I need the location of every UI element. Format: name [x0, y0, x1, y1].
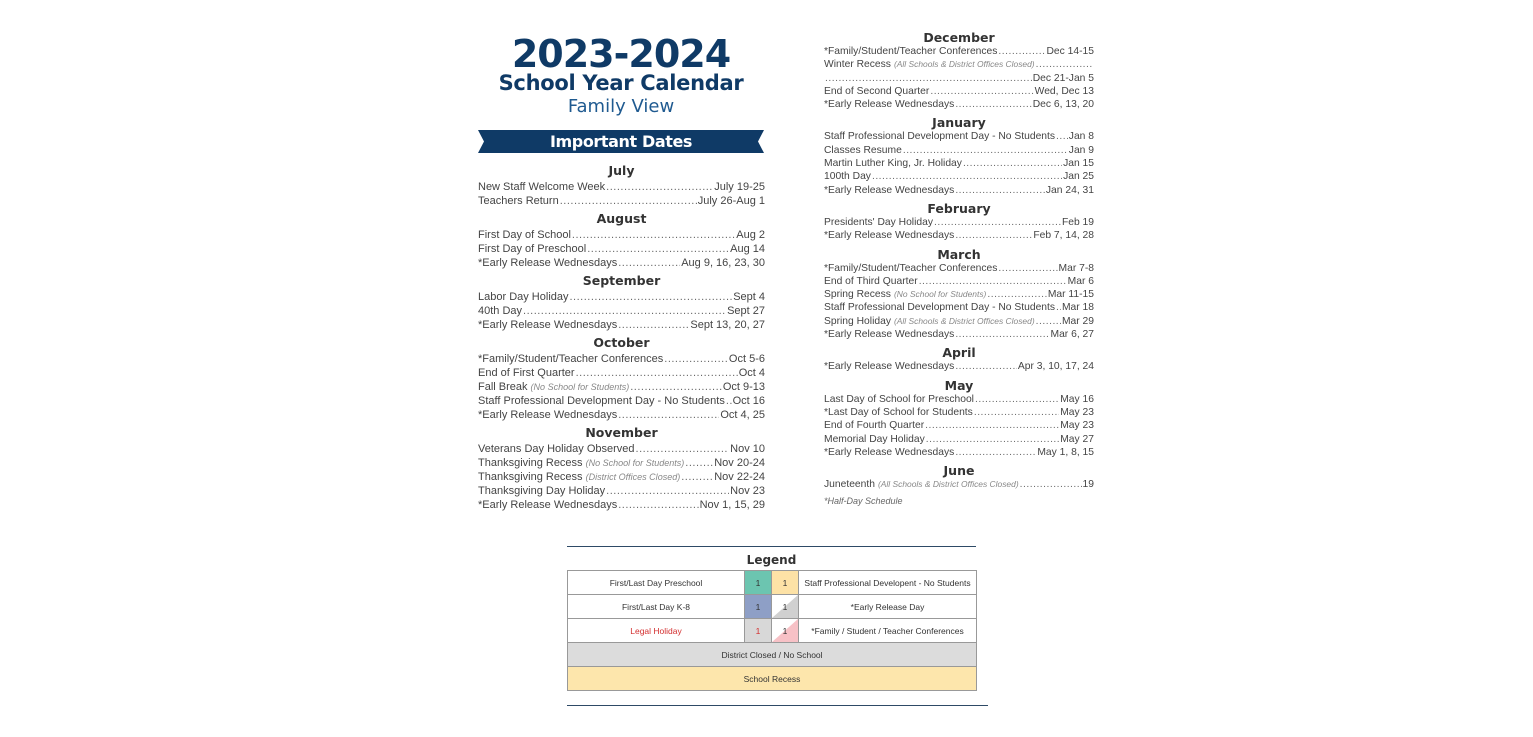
date-entry	[824, 360, 1094, 373]
legend-label-holiday: Legal Holiday	[568, 619, 745, 643]
entry-date: May 16	[1060, 393, 1094, 405]
dot-leader	[925, 419, 1059, 432]
entry-label: Labor Day Holiday	[478, 291, 569, 303]
date-entry	[478, 256, 765, 270]
dot-leader	[560, 194, 697, 208]
dot-leader	[955, 184, 1045, 197]
entry-note: (All Schools & District Offices Closed)	[893, 59, 1035, 70]
entry-label: End of First Quarter	[478, 367, 575, 379]
legend-row	[568, 643, 977, 667]
entry-date: Nov 1, 15, 29	[699, 499, 765, 511]
dot-leader	[955, 360, 1017, 373]
legend-label-preschool: First/Last Day Preschool	[568, 571, 745, 595]
date-entry	[824, 184, 1094, 197]
dot-leader	[955, 446, 1036, 459]
entry-label: Memorial Day Holiday	[824, 433, 925, 445]
date-entry	[478, 380, 765, 394]
month-heading: February	[927, 200, 991, 216]
entry-label: Thanksgiving Recess	[478, 457, 583, 469]
entry-label: Last Day of School for Preschool	[824, 393, 974, 405]
entry-label: Staff Professional Development Day - No Students	[478, 395, 725, 407]
month-heading: May	[944, 377, 974, 393]
month-heading: August	[596, 211, 647, 226]
month-heading: April	[942, 345, 976, 361]
entry-label: Staff Professional Development Day - No Students	[824, 131, 1056, 143]
legend-row	[568, 619, 977, 643]
entry-date: Mar 11-15	[1047, 289, 1094, 301]
entry-label: End of Second Quarter	[824, 85, 930, 97]
date-entry	[478, 366, 765, 380]
entry-label: Spring Recess	[824, 289, 891, 301]
entry-date: Nov 23	[730, 485, 765, 497]
entry-label: Thanksgiving Recess	[478, 471, 583, 483]
date-entry	[824, 315, 1094, 328]
dot-leader	[570, 290, 733, 304]
dot-leader	[987, 288, 1046, 301]
entry-date: Dec 6, 13, 20	[1032, 99, 1094, 111]
dot-leader	[934, 216, 1061, 229]
entry-date: Dec 14-15	[1046, 46, 1094, 57]
entry-note: (No School for Students)	[893, 289, 987, 300]
date-entry	[824, 85, 1094, 98]
dot-leader	[1036, 315, 1061, 328]
date-entry	[824, 393, 1094, 406]
entry-label: *Early Release Wednesdays	[824, 99, 955, 111]
dot-leader	[606, 484, 729, 498]
dot-leader	[1056, 130, 1068, 143]
calendar-subtitle: School Year Calendar	[498, 71, 744, 95]
entry-date: Nov 10	[730, 443, 765, 455]
entry-label: End of Third Quarter	[824, 275, 918, 287]
entry-date: Dec 21-Jan 5	[1032, 72, 1094, 84]
month-heading: June	[943, 463, 975, 479]
half-day-footnote: *Half-Day Schedule	[824, 496, 903, 507]
date-entry	[478, 456, 765, 470]
entry-label: *Early Release Wednesdays	[824, 329, 955, 341]
important-dates-right-column	[824, 26, 1094, 506]
entry-label: 40th Day	[478, 305, 523, 317]
date-entry	[824, 58, 1094, 71]
entry-label: 100th Day	[824, 171, 871, 183]
dot-leader	[664, 352, 728, 366]
entry-label: Spring Holiday	[824, 315, 891, 327]
date-entry	[824, 170, 1094, 183]
conferences-swatch: 1	[772, 619, 799, 643]
entry-label: New Staff Welcome Week	[478, 181, 606, 193]
date-entry	[824, 130, 1094, 143]
entry-label: Teachers Return	[478, 195, 559, 207]
entry-date: May 23	[1060, 406, 1094, 418]
entry-label: *Early Release Wednesdays	[824, 446, 955, 458]
entry-date: Jan 24, 31	[1045, 184, 1094, 196]
entry-note: (No School for Students)	[585, 458, 685, 468]
month-heading: January	[932, 115, 986, 131]
entry-label: Veterans Day Holiday Observed	[478, 443, 635, 455]
entry-date: 19	[1082, 479, 1094, 491]
entry-label: *Family/Student/Teacher Conferences	[824, 262, 998, 274]
legend-label-conferences: *Family / Student / Teacher Conferences	[799, 619, 977, 643]
entry-date: Aug 9, 16, 23, 30	[681, 257, 765, 269]
legend-top-divider	[567, 546, 976, 547]
entry-label: *Early Release Wednesdays	[824, 184, 955, 196]
legend-label-staff-pd: Staff Professional Developent - No Students	[799, 571, 977, 595]
dot-leader	[955, 328, 1049, 341]
entry-date: Sept 13, 20, 27	[690, 319, 765, 331]
dot-leader	[576, 366, 738, 380]
dot-leader	[636, 442, 730, 456]
k8-swatch: 1	[745, 595, 772, 619]
date-entry	[478, 442, 765, 456]
entry-note: (No School for Students)	[530, 382, 630, 392]
month-heading: October	[593, 335, 650, 350]
dot-leader	[930, 85, 1033, 98]
entry-label: Staff Professional Development Day - No Students	[824, 302, 1056, 314]
date-entry	[478, 318, 765, 332]
dot-leader	[618, 318, 689, 332]
entry-note: (All Schools & District Offices Closed)	[877, 479, 1019, 490]
legend-bottom-divider	[567, 705, 988, 706]
dot-leader	[587, 242, 729, 256]
entry-date: Nov 20-24	[714, 457, 765, 469]
entry-date: Nov 22-24	[714, 471, 765, 483]
entry-note: (District Offices Closed)	[585, 472, 681, 482]
dot-leader	[955, 229, 1032, 242]
date-entry	[478, 304, 765, 318]
dot-leader	[606, 180, 713, 194]
legend-district-closed: District Closed / No School	[568, 643, 977, 667]
entry-note: (All Schools & District Offices Closed)	[893, 315, 1035, 326]
date-entry	[478, 180, 765, 194]
entry-label: Fall Break	[478, 381, 528, 393]
date-entry	[824, 216, 1094, 229]
date-entry	[478, 242, 765, 256]
early-release-swatch: 1	[772, 595, 799, 619]
dot-leader	[618, 408, 719, 422]
dot-leader	[523, 304, 726, 318]
legend-row	[568, 667, 977, 691]
date-entry	[478, 228, 765, 242]
entry-label: First Day of School	[478, 229, 571, 241]
entry-label: End of Fourth Quarter	[824, 420, 925, 432]
date-entry	[824, 275, 1094, 288]
entry-date: Jan 25	[1063, 171, 1094, 183]
dot-leader	[618, 256, 680, 270]
date-entry	[478, 470, 765, 484]
entry-date: Jan 15	[1063, 158, 1094, 170]
legend-label-early-release: *Early Release Day	[799, 595, 977, 619]
entry-label: *Early Release Wednesdays	[478, 257, 618, 269]
date-entry	[824, 419, 1094, 432]
entry-date: Oct 4, 25	[720, 409, 765, 421]
dot-leader	[919, 275, 1067, 288]
entry-date: Sept 4	[733, 291, 765, 303]
month-heading: December	[923, 30, 995, 45]
dot-leader	[630, 380, 722, 394]
dot-leader	[1036, 58, 1093, 71]
entry-label: *Family/Student/Teacher Conferences	[478, 353, 664, 365]
entry-date: Aug 14	[730, 243, 765, 255]
dot-leader	[998, 45, 1045, 58]
entry-date: Feb 19	[1061, 216, 1094, 228]
date-entry	[824, 288, 1094, 301]
entry-date: Jan 9	[1068, 144, 1094, 156]
month-heading: March	[937, 246, 981, 262]
entry-label: First Day of Preschool	[478, 243, 587, 255]
dot-leader	[903, 144, 1068, 157]
entry-label: *Last Day of School for Students	[824, 406, 973, 418]
dot-leader	[963, 157, 1062, 170]
legend-label-k8: First/Last Day K-8	[568, 595, 745, 619]
entry-label: *Early Release Wednesdays	[478, 409, 618, 421]
entry-date: Aug 2	[736, 229, 765, 241]
date-entry	[824, 433, 1094, 446]
entry-label: *Early Release Wednesdays	[824, 361, 955, 373]
dot-leader	[974, 406, 1059, 419]
important-dates-left-column	[478, 160, 765, 512]
important-dates-banner	[478, 130, 764, 153]
entry-label: Classes Resume	[824, 144, 902, 156]
month-heading: November	[585, 425, 658, 440]
legend-row	[568, 571, 977, 595]
dot-leader	[572, 228, 735, 242]
entry-date: Jan 8	[1068, 131, 1094, 143]
entry-date: Feb 7, 14, 28	[1033, 230, 1094, 242]
entry-date: July 19-25	[714, 181, 765, 193]
entry-date: Oct 16	[732, 395, 765, 407]
date-entry	[824, 45, 1094, 58]
date-entry	[478, 498, 765, 512]
calendar-view-label: Family View	[567, 96, 675, 117]
entry-date: Oct 5-6	[728, 353, 765, 365]
entry-date: Apr 3, 10, 17, 24	[1017, 361, 1094, 373]
dot-leader	[998, 262, 1057, 275]
date-entry	[824, 328, 1094, 341]
entry-label: *Early Release Wednesdays	[824, 230, 955, 242]
dot-leader	[685, 456, 713, 470]
legend-title: Legend	[746, 553, 797, 567]
entry-date: May 23	[1060, 420, 1094, 432]
entry-date: Oct 4	[738, 367, 765, 379]
dot-leader	[872, 170, 1062, 183]
dot-leader	[955, 98, 1031, 111]
dot-leader	[681, 470, 713, 484]
dot-leader	[825, 72, 1032, 85]
date-entry	[478, 484, 765, 498]
entry-date: Mar 18	[1061, 302, 1094, 314]
legend-school-recess: School Recess	[568, 667, 977, 691]
date-entry	[824, 144, 1094, 157]
date-entry	[824, 301, 1094, 314]
entry-date: May 1, 8, 15	[1037, 446, 1094, 458]
date-entry	[478, 352, 765, 366]
calendar-year-title: 2023-2024	[511, 32, 731, 76]
preschool-swatch: 1	[745, 571, 772, 595]
date-entry	[824, 406, 1094, 419]
banner-label: Important Dates	[549, 132, 693, 151]
entry-label: Martin Luther King, Jr. Holiday	[824, 158, 962, 170]
entry-label: Winter Recess	[824, 59, 891, 71]
legend-table	[567, 570, 976, 691]
dot-leader	[1020, 478, 1082, 491]
date-entry	[478, 290, 765, 304]
date-entry	[824, 478, 1094, 491]
date-entry	[824, 72, 1094, 85]
entry-label: *Early Release Wednesdays	[478, 499, 618, 511]
dot-leader	[975, 393, 1059, 406]
entry-date: Mar 6	[1067, 275, 1094, 287]
entry-date: Mar 6, 27	[1050, 329, 1094, 341]
entry-date: Sept 27	[727, 305, 765, 317]
date-entry	[824, 446, 1094, 459]
month-heading: July	[608, 163, 635, 178]
entry-date: July 26-Aug 1	[697, 195, 765, 207]
entry-label: *Family/Student/Teacher Conferences	[824, 46, 998, 57]
entry-label: Juneteenth	[824, 479, 875, 491]
month-heading: September	[582, 273, 661, 288]
entry-label: Presidents' Day Holiday	[824, 216, 933, 228]
dot-leader	[1056, 301, 1061, 314]
date-entry	[824, 229, 1094, 242]
staff-pd-swatch: 1	[772, 571, 799, 595]
dot-leader	[618, 498, 698, 512]
entry-date: Mar 7-8	[1058, 262, 1094, 274]
entry-date: May 27	[1060, 433, 1094, 445]
date-entry	[478, 408, 765, 422]
date-entry	[824, 157, 1094, 170]
dot-leader	[926, 433, 1060, 446]
entry-date: Oct 9-13	[722, 381, 765, 393]
legend-row	[568, 595, 977, 619]
holiday-swatch: 1	[745, 619, 772, 643]
entry-label: Thanksgiving Day Holiday	[478, 485, 606, 497]
entry-date: Mar 29	[1061, 315, 1094, 327]
dot-leader	[726, 394, 732, 408]
date-entry	[478, 194, 765, 208]
date-entry	[478, 394, 765, 408]
entry-date: Wed, Dec 13	[1034, 85, 1094, 97]
entry-label: *Early Release Wednesdays	[478, 319, 618, 331]
date-entry	[824, 262, 1094, 275]
date-entry	[824, 98, 1094, 111]
